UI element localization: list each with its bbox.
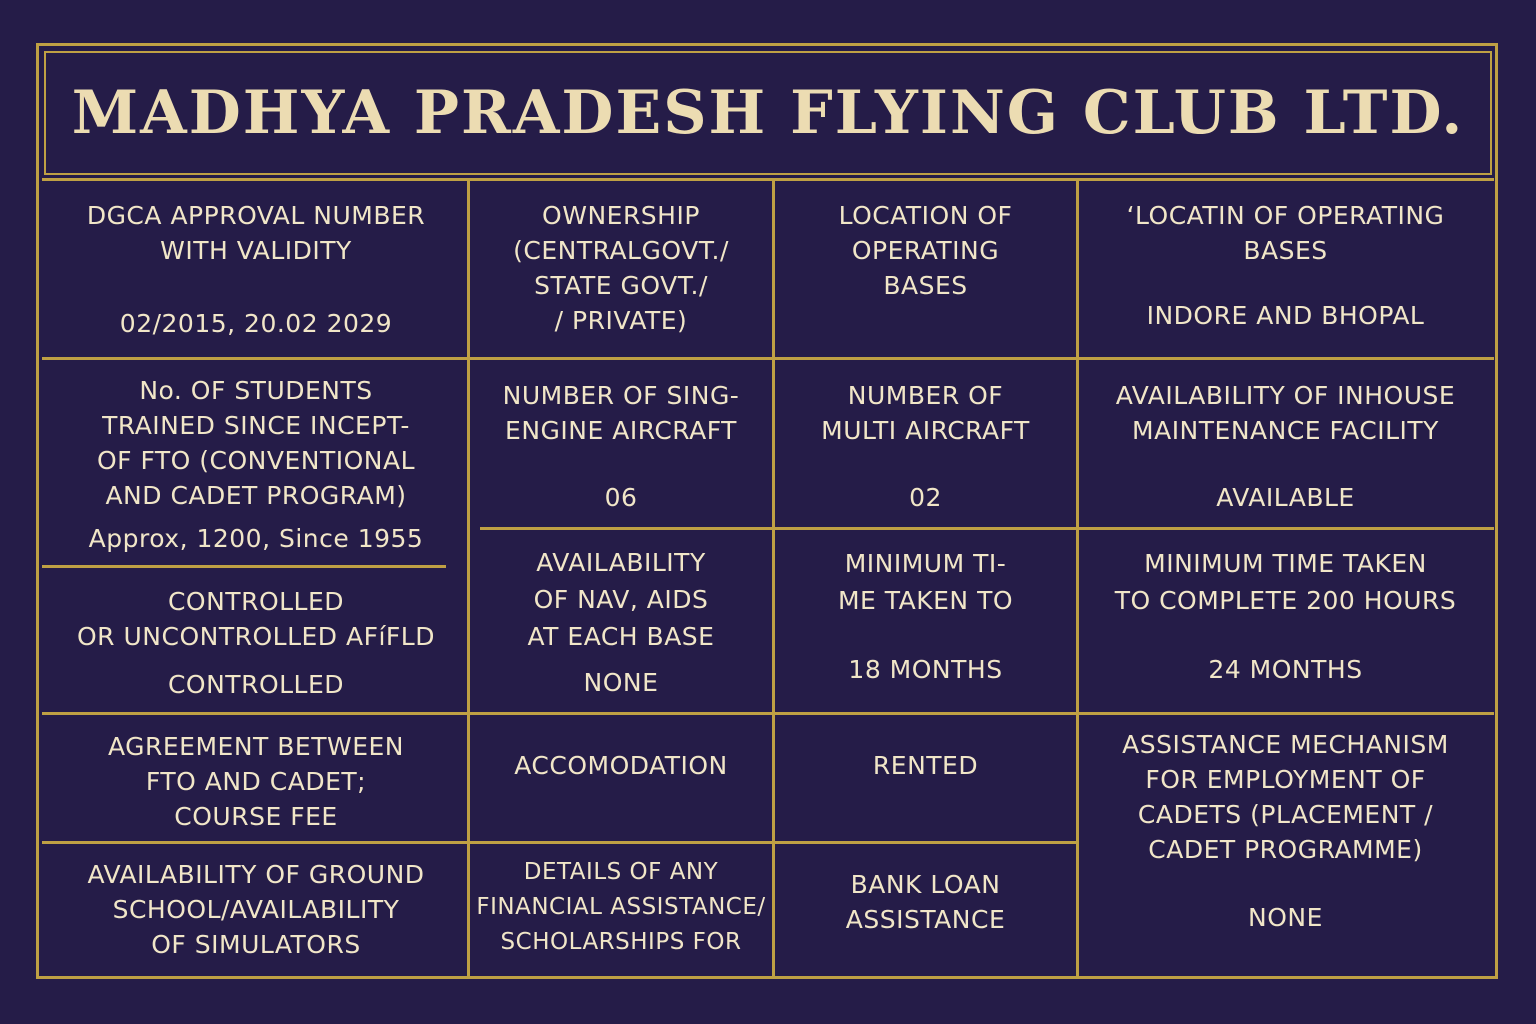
cell-label: AVAILABILITY OF GROUND SCHOOL/AVAILABILITY OF SIMULATORS (87, 860, 425, 959)
cell-value: 02 (909, 483, 942, 512)
cell-location-of-operating-bases (775, 198, 1076, 353)
cell-single-engine-aircraft (470, 378, 772, 526)
cell-value: AVAILABLE (1216, 483, 1355, 512)
cell-value: NONE (583, 668, 659, 697)
grid-line (42, 841, 1076, 844)
cell-label: DGCA APPROVAL NUMBER WITH VALIDITY (86, 201, 426, 265)
cell-value: CONTROLLED (167, 670, 345, 699)
cell-accommodation (470, 748, 772, 838)
cell-label: AVAILABILITY OF NAV, AIDS AT EACH BASE (527, 548, 715, 651)
cell-label: ACCOMODATION (514, 751, 728, 780)
cell-ground-school (45, 857, 467, 975)
grid-line (42, 565, 446, 568)
cell-label: NUMBER OF MULTI AIRCRAFT (821, 381, 1030, 445)
cell-label: DETAILS OF ANY FINANCIAL ASSISTANCE/ SCHOLARSHIPS FOR (476, 859, 766, 955)
cell-label: ‘LOCATIN OF OPERATING BASES (1126, 201, 1445, 265)
cell-assistance-mechanism (1079, 727, 1492, 975)
title-box (44, 51, 1492, 175)
cell-minimum-time (775, 545, 1076, 711)
cell-value: INDORE AND BHOPAL (1146, 301, 1425, 330)
cell-label: AGREEMENT BETWEEN FTO AND CADET; COURSE FEE (107, 732, 404, 831)
cell-label: ASSISTANCE MECHANISM FOR EMPLOYMENT OF CADETS (PLACEMENT / CADET PROGRAMME) (1122, 730, 1449, 864)
cell-value: 24 MONTHS (1208, 655, 1363, 684)
cell-value: 06 (604, 483, 638, 512)
cell-agreement (45, 729, 467, 841)
cell-minimum-time-200-hours (1079, 545, 1492, 711)
cell-label: NUMBER OF SING- ENGINE AIRCRAFT (502, 381, 740, 445)
cell-label: CONTROLLED OR UNCONTROLLED AFíFLD (77, 587, 435, 651)
cell-label: OWNERSHIP (CENTRALGOVT./ STATE GOVT./ / PRIVATE) (513, 201, 729, 335)
grid-line (42, 178, 1494, 181)
cell-label: RENTED (872, 751, 979, 780)
cell-label: No. OF STUDENTS TRAINED SINCE INCEPT- OF FTO (CONVENTIONAL AND CADET PROGRAM) (96, 376, 416, 510)
cell-inhouse-maintenance (1079, 378, 1492, 526)
cell-label: MINIMUM TI- ME TAKEN TO (837, 549, 1014, 615)
cell-dgca-approval (45, 198, 467, 353)
cell-multi-aircraft (775, 378, 1076, 526)
page-title: MADHYA PRADESH FLYING CLUB LTD. (71, 78, 1465, 148)
cell-financial-assistance (470, 855, 772, 975)
cell-ownership (470, 198, 772, 353)
cell-rented (775, 748, 1076, 838)
cell-locatin-of-operating-bases (1079, 198, 1492, 353)
grid-line (480, 527, 1494, 530)
cell-value: NONE (1248, 903, 1323, 932)
cell-label: LOCATION OF OPERATING BASES (838, 201, 1013, 300)
cell-students-trained (45, 373, 467, 563)
grid-line (42, 712, 1494, 715)
cell-value: 18 MONTHS (848, 655, 1003, 684)
cell-value: 02/2015, 20.02 2029 (119, 309, 393, 338)
cell-value: Approx, 1200, Since 1955 (88, 524, 424, 553)
cell-label: BANK LOAN ASSISTANCE (845, 870, 1006, 934)
cell-nav-aids (470, 544, 772, 710)
cell-controlled-airfield (45, 584, 467, 712)
cell-label: MINIMUM TIME TAKEN TO COMPLETE 200 HOURS (1114, 549, 1457, 615)
cell-label: AVAILABILITY OF INHOUSE MAINTENANCE FACILITY (1115, 381, 1456, 445)
cell-bank-loan (775, 867, 1076, 975)
grid-line (42, 357, 1494, 360)
